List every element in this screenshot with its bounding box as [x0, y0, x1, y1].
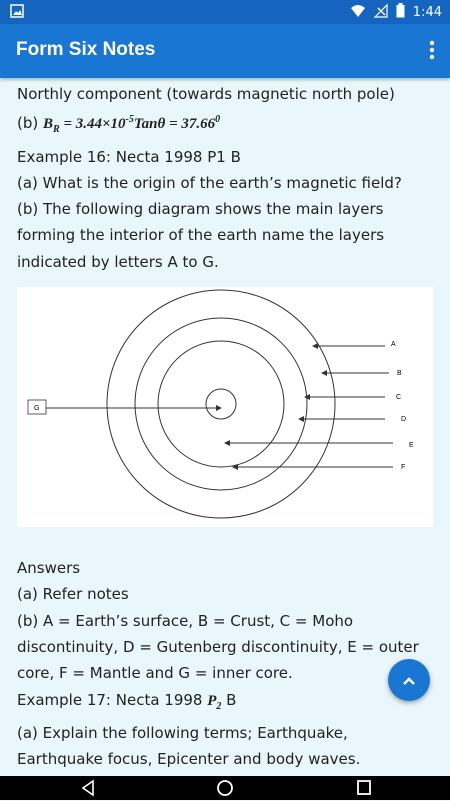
scroll-to-top-button[interactable]	[388, 659, 430, 701]
label-f: F	[401, 464, 406, 472]
paper-letter: P	[207, 692, 217, 709]
earth-layers-diagram	[17, 287, 433, 527]
example-17-prefix: Example 17: Necta 1998	[17, 690, 208, 709]
chevron-up-icon	[402, 671, 416, 690]
answers-section	[0, 555, 450, 799]
label-e: E	[409, 442, 414, 450]
layer-circle-b	[135, 318, 307, 490]
back-icon[interactable]	[80, 779, 96, 801]
battery-icon	[396, 3, 405, 22]
formula-line	[0, 107, 450, 143]
example-17-suffix: B	[221, 690, 237, 709]
label-b: B	[397, 370, 402, 378]
example-17-heading	[0, 687, 450, 720]
navigation-bar	[0, 776, 450, 800]
text-line: Northly component (towards magnetic north pole)	[17, 85, 395, 103]
overflow-menu-icon[interactable]	[426, 38, 438, 62]
status-bar	[0, 0, 450, 24]
label-a: A	[391, 341, 396, 349]
label-g: G	[34, 405, 40, 413]
app-bar	[0, 24, 450, 78]
home-icon[interactable]	[216, 779, 234, 801]
question-b: (b) The following diagram shows the main layers forming the interior of the earth name the layers indicated by letters A to G.	[17, 200, 385, 271]
example-16-heading: Example 16: Necta 1998 P1 B	[17, 147, 241, 166]
example-17-paper	[207, 692, 222, 712]
wifi-icon	[350, 4, 366, 22]
label-c: C	[396, 394, 402, 402]
gallery-notification-icon	[10, 4, 24, 22]
layer-circle-d	[206, 389, 236, 419]
notes-content[interactable]	[0, 78, 450, 776]
recents-icon[interactable]	[356, 779, 372, 801]
paper-number: 2	[216, 700, 222, 712]
signal-icon	[374, 4, 388, 22]
answer-b: (b) A = Earth’s surface, B = Crust, C = Moho discontinuity, D = Gutenberg discontinuity, E = outer core, F = Mantle and G = inner core.	[17, 611, 419, 683]
status-time: 1:44	[412, 5, 442, 20]
layer-circle-a	[107, 290, 335, 518]
answer-a: (a) Refer notes	[17, 585, 129, 604]
app-title: Form Six Notes	[16, 39, 156, 60]
layer-circle-c	[158, 341, 284, 467]
formula-prefix: (b)	[17, 114, 43, 133]
label-d: D	[401, 416, 407, 424]
example-17-question-a: (a) Explain the following terms; Earthquake, Earthquake focus, Epicenter and body waves.	[17, 723, 361, 769]
question-a: (a) What is the origin of the earth’s magnetic field?	[17, 173, 402, 192]
formula: $B_R = 3.44\times 10^{-5}Tan\theta = 37.66^0$	[43, 114, 221, 136]
answers-heading: Answers	[17, 559, 81, 578]
